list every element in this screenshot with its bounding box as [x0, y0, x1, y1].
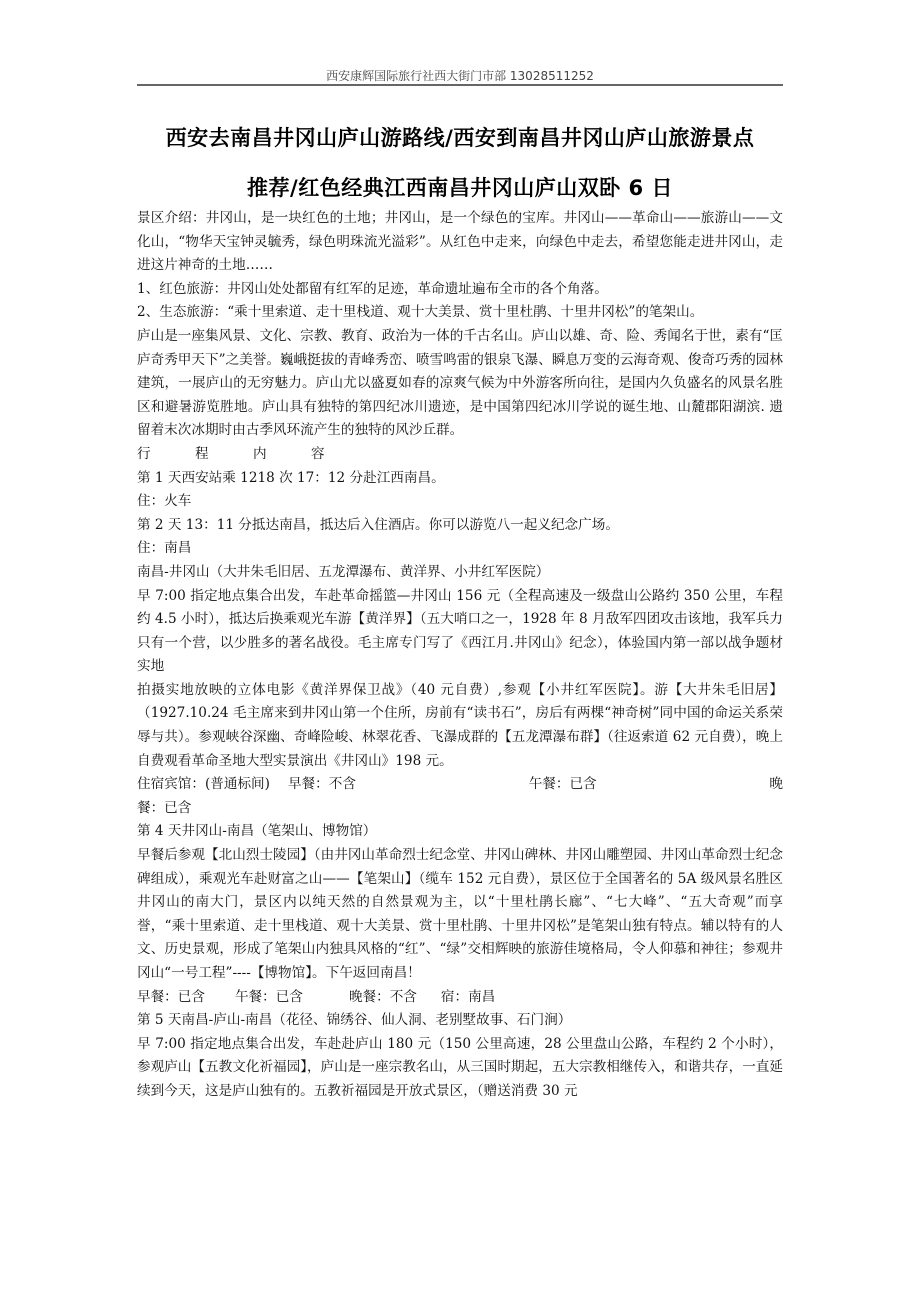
breakfast-info: 早餐：已含 — [137, 988, 205, 1005]
point-eco-tourism: 2、生态旅游：“乘十里索道、走十里栈道、观十大美景、赏十里杜鹃、十里井冈松”的笔架山。 — [137, 304, 704, 321]
stay-info: 宿：南昌 — [440, 988, 496, 1005]
day3-description-1: 早 7:00 指定地点集合出发，车赴革命摇篮—井冈山 156 元（全程高速及一级盘山公路约 350 公里，车程约 4.5 小时），抵达后换乘观光车游【黄洋界】（五大哨口之一，1928 年 8 月敌军四团攻击该地，我军兵力只有一个营，以少胜多的著名战役。毛主席专门写了《西江月.井冈山》纪念），体验国内第一部以战争题材实地 — [137, 587, 783, 675]
hotel-info: 住宿宾馆：(普通标间) — [137, 776, 270, 793]
day2-line: 第 2 天 13：11 分抵达南昌，抵达后入住酒店。你可以游览八一起义纪念广场。 — [137, 516, 619, 533]
day3-title: 南昌-井冈山（大井朱毛旧居、五龙潭瀑布、黄洋界、小井红军医院） — [137, 563, 550, 580]
day5-description: 早 7:00 指定地点集合出发，车赴赴庐山 180 元（150 公里高速，28 公里盘山公路，车程约 2 个小时），参观庐山【五教文化祈福园】，庐山是一座宗教名山，从三国时期起，五大宗教相继传入，和谐共存，一直延续到今天，这是庐山独有的。五教祈福园是开放式景区，（赠送消费 30 元 — [137, 1035, 783, 1099]
day3-meals — [137, 773, 783, 797]
dinner-info: 晚餐：不含 — [348, 988, 417, 1005]
itinerary-heading — [137, 443, 783, 467]
heading-char: 行 — [137, 445, 151, 462]
lunch-info: 午餐：已含 — [234, 988, 303, 1005]
dinner-info-part1: 晚 — [769, 776, 784, 793]
day4-meals — [137, 986, 783, 1010]
day3-dinner-continued: 餐：已含 — [137, 799, 192, 816]
lunch-info: 午餐：已含 — [528, 776, 597, 793]
day2-stay: 住：南昌 — [137, 540, 192, 557]
intro-paragraph: 景区介绍：井冈山，是一块红色的土地；井冈山，是一个绿色的宝库。井冈山——革命山——旅游山——文化山，“物华天宝钟灵毓秀，绿色明珠流光溢彩”。从红色中走来，向绿色中走去，希望您能走进井冈山，走进这片神奇的土地…… — [137, 210, 783, 274]
header-divider — [137, 84, 783, 86]
document-body — [137, 207, 783, 1104]
document-title-line-1: 西安去南昌井冈山庐山游路线/西安到南昌井冈山庐山旅游景点 — [165, 126, 755, 150]
day1-stay: 住：火车 — [137, 493, 192, 510]
document-title-line-2: 推荐/红色经典江西南昌井冈山庐山双卧 6 日 — [247, 176, 673, 200]
point-red-tourism: 1、红色旅游：井冈山处处都留有红军的足迹，革命遗址遍布全市的各个角落。 — [137, 280, 608, 297]
lushan-paragraph: 庐山是一座集风景、文化、宗教、教育、政治为一体的千古名山。庐山以雄、奇、险、秀闻名于世，素有“匡庐奇秀甲天下”之美誉。巍峨挺拔的青峰秀峦、喷雪鸣雷的银泉飞瀑、瞬息万变的云海奇观、俊奇巧秀的园林建筑，一展庐山的无穷魅力。庐山尤以盛夏如春的凉爽气候为中外游客所向往，是国内久负盛名的风景名胜区和避暑游览胜地。庐山具有独特的第四纪冰川遗迹，是中国第四纪冰川学说的诞生地、山麓郡阳湖滨. 遗留着末次冰期时由古季风环流产生的独特的风沙丘群。 — [137, 327, 783, 439]
breakfast-info: 早餐：不含 — [287, 776, 356, 793]
heading-char: 容 — [311, 445, 325, 462]
heading-char: 内 — [253, 445, 267, 462]
day3-description-2: 拍摄实地放映的立体电影《黄洋界保卫战》（40 元自费）,参观【小井红军医院】。游【大井朱毛旧居】（1927.10.24 毛主席来到井冈山第一个住所，房前有“读书石”，房后有两棵“神奇树”同中国的命运关系荣辱与共）。参观峡谷深幽、奇峰险峻、林翠花香、飞瀑成群的【五龙潭瀑布群】（往返索道 62 元自费），晚上自费观看革命圣地大型实景演出《井冈山》198 元。 — [137, 681, 783, 769]
day4-title: 第 4 天井冈山-南昌（笔架山、博物馆） — [137, 823, 377, 840]
heading-char: 程 — [195, 445, 209, 462]
day5-title: 第 5 天南昌-庐山-南昌（花径、锦绣谷、仙人洞、老别墅故事、石门涧） — [137, 1012, 572, 1029]
page-header: 西安康辉国际旅行社西大街门市部 13028511252 — [326, 69, 594, 83]
day4-description: 早餐后参观【北山烈士陵园】（由井冈山革命烈士纪念堂、井冈山碑林、井冈山雕塑园、井冈山革命烈士纪念碑组成），乘观光车赴财富之山——【笔架山】（缆车 152 元自费），景区位于全国著名的 5A 级风景名胜区井冈山的南大门，景区内以纯天然的自然景观为主，以“十里杜鹃长廊”、“七大峰”、“五大奇观”而享誉，“乘十里索道、走十里栈道、观十大美景、赏十里杜鹃、十里井冈松”是笔架山独有特点。辅以特有的人文、历史景观，形成了笔架山内独具风格的“红”、“绿”交相辉映的旅游佳境格局，令人仰慕和神往；参观井冈山“一号工程”----【博物馆】。下午返回南昌！ — [137, 847, 783, 981]
day1-line: 第 1 天西安站乘 1218 次 17：12 分赴江西南昌。 — [137, 469, 445, 486]
